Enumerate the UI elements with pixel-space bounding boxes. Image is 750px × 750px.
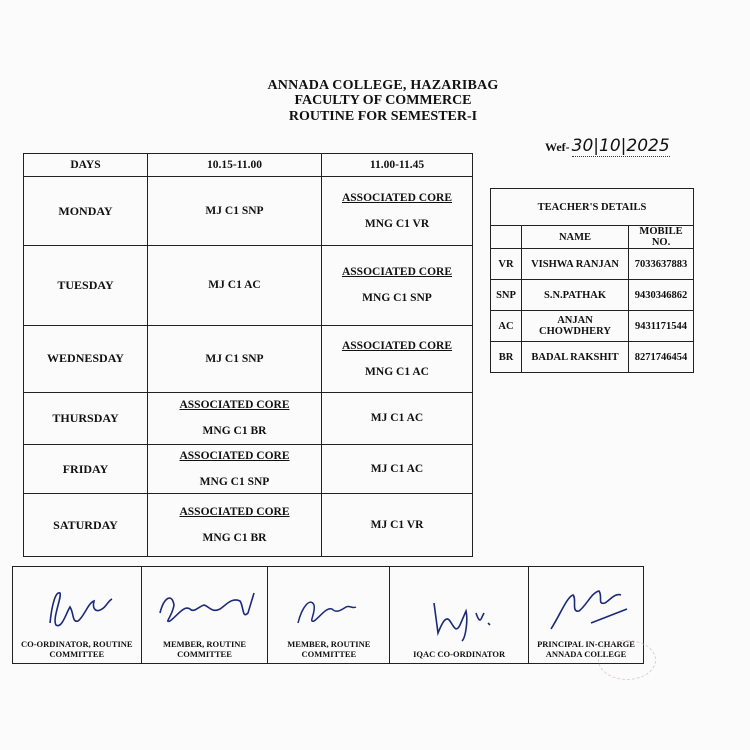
signature-cell [268, 567, 390, 664]
slot2-cell [322, 325, 473, 392]
table-row [24, 445, 473, 494]
table-row [24, 392, 473, 445]
teacher-code: SNP [491, 280, 522, 311]
slot1-header: 10.15-11.00 [148, 154, 322, 177]
mobile-header: MOBILE NO. [629, 226, 694, 249]
associated-core-label: ASSOCIATED CORE [179, 506, 290, 518]
slot1-cell [148, 177, 322, 246]
routine-header-row [24, 154, 473, 177]
signature-label: MEMBER, ROUTINE COMMITTEE [162, 639, 247, 659]
table-row [491, 342, 694, 373]
teacher-name: BADAL RAKSHIT [522, 342, 629, 373]
day-label: MONDAY [24, 177, 148, 246]
days-header: DAYS [24, 154, 148, 177]
slot2-header: 11.00-11.45 [322, 154, 473, 177]
class-code: MJ C1 SNP [205, 205, 264, 218]
table-row [491, 249, 694, 280]
slot2-cell [322, 246, 473, 325]
class-code: MNG C1 SNP [199, 476, 270, 489]
signature-label: ANNADA COLLEGE [545, 649, 627, 659]
class-code: MJ C1 AC [208, 279, 261, 292]
day-label: TUESDAY [24, 246, 148, 325]
principal-signature [531, 583, 641, 639]
day-label: WEDNESDAY [24, 325, 148, 392]
table-row [24, 494, 473, 557]
associated-core-label: ASSOCIATED CORE [341, 266, 453, 279]
teacher-name: VISHWA RANJAN [522, 249, 629, 280]
table-row [491, 311, 694, 342]
teacher-name: S.N.PATHAK [522, 280, 629, 311]
signature-label: MEMBER, ROUTINE COMMITTEE [287, 639, 371, 659]
code-header [491, 226, 522, 249]
routine-table [23, 153, 473, 557]
table-row [491, 280, 694, 311]
class-code: MNG C1 BR [202, 532, 267, 544]
slot1-cell [148, 246, 322, 325]
class-code: MNG C1 BR [202, 425, 267, 438]
signature-label: PRINCIPAL IN-CHARGE [537, 639, 635, 649]
teacher-code: VR [491, 249, 522, 280]
associated-core-label: ASSOCIATED CORE [179, 399, 290, 412]
slot1-cell [148, 392, 322, 445]
teacher-code: AC [491, 311, 522, 342]
day-label: FRIDAY [24, 445, 148, 494]
table-row [24, 246, 473, 325]
slot2-cell [322, 494, 473, 557]
teachers-details-title: TEACHER'S DETAILS [491, 189, 694, 226]
signature-label: IQAC CO-ORDINATOR [413, 649, 506, 659]
class-code: MJ C1 AC [370, 463, 424, 476]
teacher-code: BR [491, 342, 522, 373]
slot2-cell [322, 445, 473, 494]
slot1-cell [148, 494, 322, 557]
class-code: MNG C1 AC [365, 365, 429, 378]
college-name: ANNADA COLLEGE, HAZARIBAG [267, 78, 499, 93]
class-code: MNG C1 SNP [362, 292, 432, 305]
slot1-cell [148, 445, 322, 494]
name-header: NAME [522, 226, 629, 249]
teacher-mobile: 7033637883 [629, 249, 694, 280]
signature-label: CO-ORDINATOR, ROUTINE COMMITTEE [20, 639, 133, 659]
signature-cell [390, 567, 529, 664]
teacher-mobile: 8271746454 [629, 342, 694, 373]
associated-core-label: ASSOCIATED CORE [179, 450, 290, 463]
iqac-signature [392, 593, 526, 649]
signature-cell [141, 567, 268, 664]
class-code: MJ C1 AC [370, 412, 424, 425]
slot2-cell [322, 177, 473, 246]
college-stamp [598, 640, 656, 680]
slot1-cell [148, 325, 322, 392]
associated-core-label: ASSOCIATED CORE [341, 192, 453, 205]
member-signature [270, 583, 387, 639]
teacher-name: ANJAN CHOWDHERY [522, 311, 629, 342]
wef-date: 30|10|2025 [571, 136, 670, 156]
coordinator-signature [15, 583, 139, 639]
day-label: THURSDAY [24, 392, 148, 445]
signature-cell [13, 567, 142, 664]
signature-block [12, 566, 644, 664]
associated-core-label: ASSOCIATED CORE [341, 339, 453, 352]
class-code: MJ C1 VR [370, 519, 424, 531]
table-row [24, 177, 473, 246]
wef-label: Wef- [545, 140, 570, 154]
wef-date-line [545, 136, 670, 156]
class-code: MNG C1 VR [364, 218, 430, 231]
teachers-details-table [490, 188, 694, 373]
teacher-mobile: 9431171544 [629, 311, 694, 342]
slot2-cell [322, 392, 473, 445]
member-signature [144, 583, 266, 639]
class-code: MJ C1 SNP [205, 352, 264, 365]
table-row [24, 325, 473, 392]
routine-title: ROUTINE FOR SEMESTER-I [288, 109, 478, 124]
day-label: SATURDAY [24, 494, 148, 557]
faculty-name: FACULTY OF COMMERCE [294, 93, 472, 108]
teacher-mobile: 9430346862 [629, 280, 694, 311]
